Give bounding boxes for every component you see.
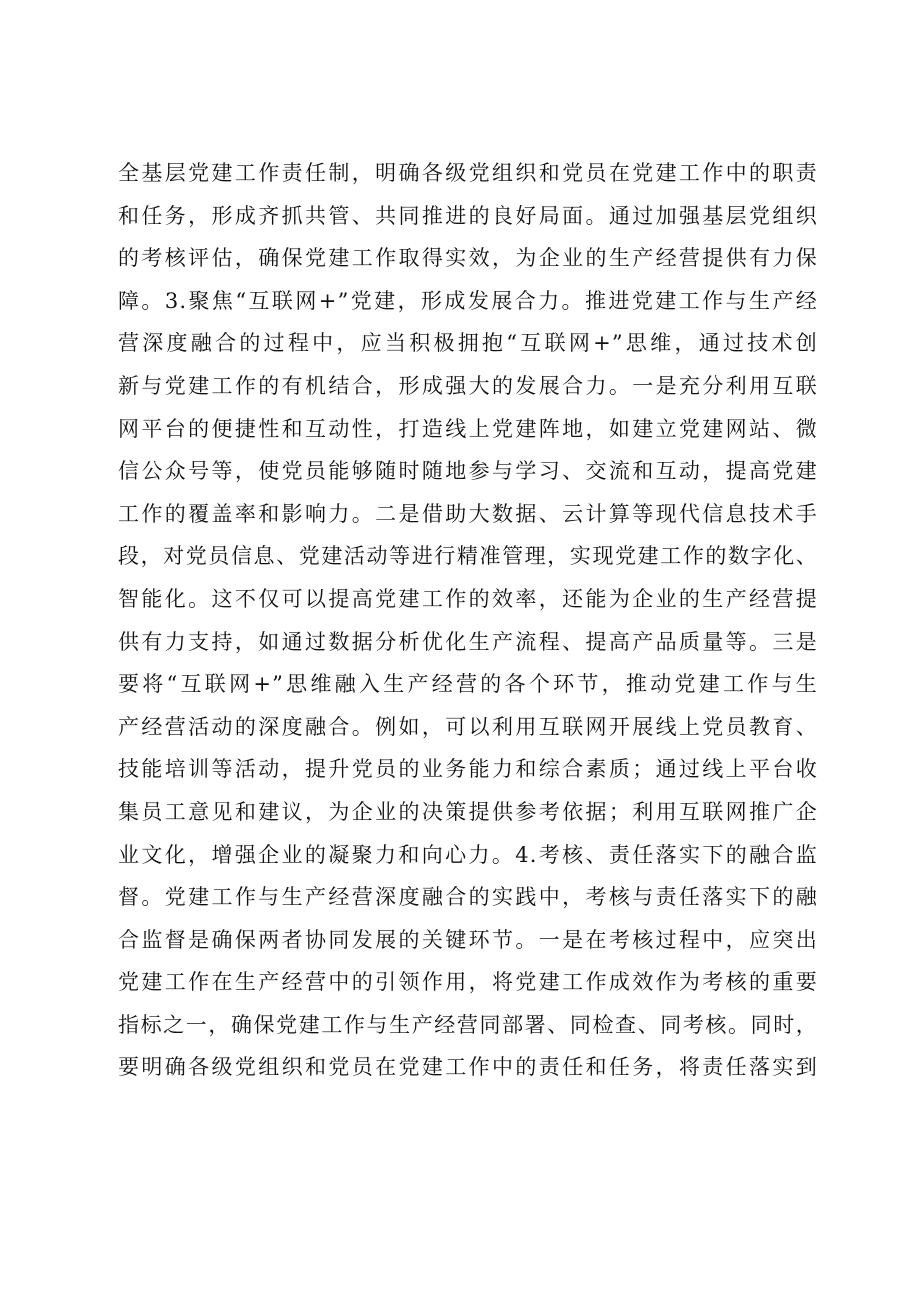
- text-line: 党建工作在生产经营中的引领作用，将党建工作成效作为考核的重要: [118, 970, 818, 995]
- text-line: 产经营活动的深度融合。例如，可以利用互联网开展线上党员教育、: [118, 714, 818, 739]
- text-line: 全基层党建工作责任制，明确各级党组织和党员在党建工作中的职责: [118, 161, 818, 185]
- text-line: 督。党建工作与生产经营深度融合的实践中，考核与责任落实下的融: [118, 885, 818, 910]
- text-line: 供有力支持，如通过数据分析优化生产流程、提高产品质量等。三是: [118, 629, 818, 654]
- text-line: 技能培训等活动，提升党员的业务能力和综合素质；通过线上平台收: [118, 757, 818, 782]
- text-line: 集员工意见和建议，为企业的决策提供参考依据；利用互联网推广企: [118, 799, 818, 824]
- text-line: 的考核评估，确保党建工作取得实效，为企业的生产经营提供有力保: [118, 246, 818, 271]
- text-line: 和任务，形成齐抓共管、共同推进的良好局面。通过加强基层党组织: [118, 203, 818, 228]
- text-line: 指标之一，确保党建工作与生产经营同部署、同检查、同考核。同时，: [118, 1012, 818, 1037]
- text-line: 要将“互联网+”思维融入生产经营的各个环节，推动党建工作与生: [118, 672, 818, 697]
- body-text: [118, 152, 818, 1089]
- text-line: 智能化。这不仅可以提高党建工作的效率，还能为企业的生产经营提: [118, 586, 818, 611]
- text-line: 要明确各级党组织和党员在党建工作中的责任和任务，将责任落实到: [118, 1055, 818, 1080]
- text-line: 段，对党员信息、党建活动等进行精准管理，实现党建工作的数字化、: [118, 544, 818, 569]
- text-line: 工作的覆盖率和影响力。二是借助大数据、云计算等现代信息技术手: [118, 501, 818, 526]
- text-line: 合监督是确保两者协同发展的关键环节。一是在考核过程中，应突出: [118, 927, 818, 952]
- text-line: 障。3.聚焦“互联网+”党建，形成发展合力。推进党建工作与生产经: [118, 288, 818, 313]
- text-line: 业文化，增强企业的凝聚力和向心力。4.考核、责任落实下的融合监: [118, 842, 818, 867]
- text-line: 营深度融合的过程中，应当积极拥抱“互联网+”思维，通过技术创: [118, 331, 818, 356]
- text-line: 信公众号等，使党员能够随时随地参与学习、交流和互动，提高党建: [118, 459, 818, 484]
- text-line: 新与党建工作的有机结合，形成强大的发展合力。一是充分利用互联: [118, 373, 818, 398]
- text-line: 网平台的便捷性和互动性，打造线上党建阵地，如建立党建网站、微: [118, 416, 818, 441]
